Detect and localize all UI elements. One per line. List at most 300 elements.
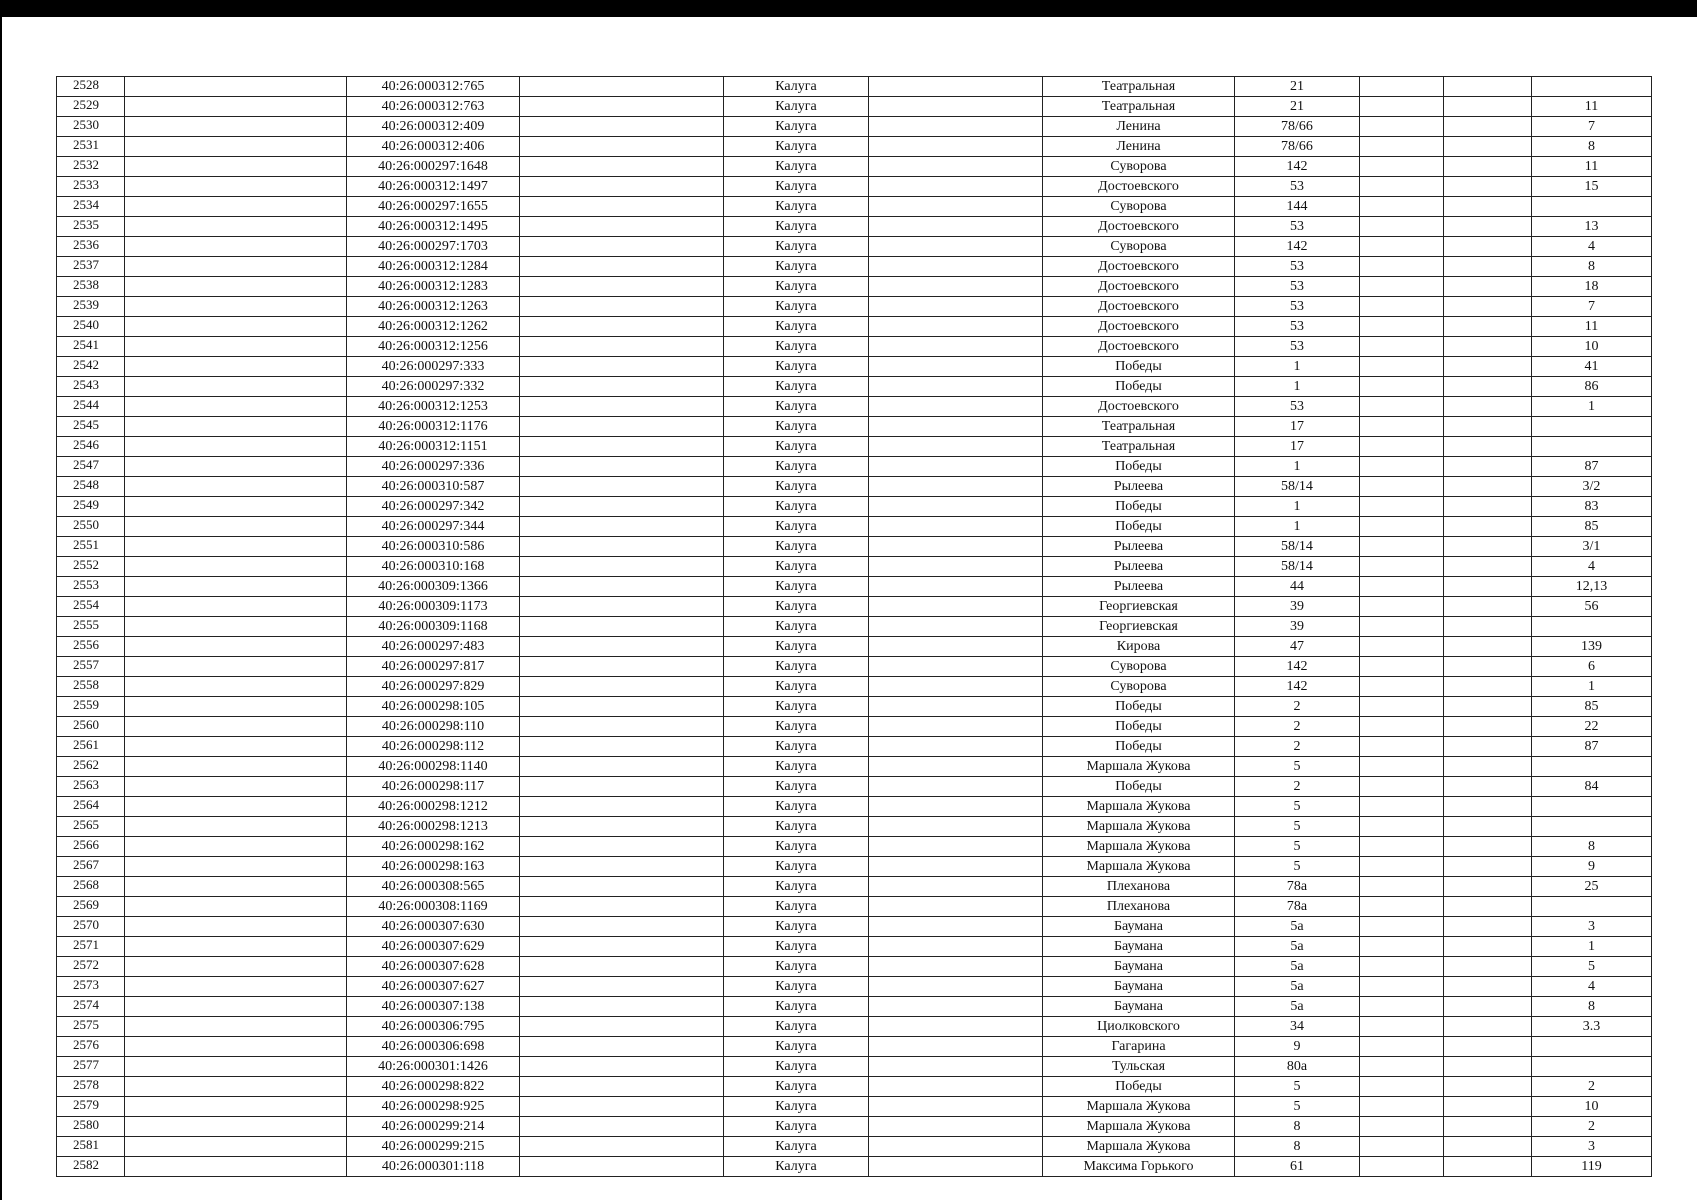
table-row (57, 397, 1652, 417)
apartment-cell: 41 (1532, 357, 1652, 377)
table-row (57, 1077, 1652, 1097)
house-cell: 53 (1235, 337, 1360, 357)
blank-cell (1444, 257, 1532, 277)
apartment-cell (1532, 197, 1652, 217)
cadastral-number-cell: 40:26:000312:1283 (347, 277, 520, 297)
street-cell: Маршала Жукова (1043, 797, 1235, 817)
blank-cell (869, 897, 1043, 917)
table-row (57, 597, 1652, 617)
apartment-cell (1532, 437, 1652, 457)
blank-cell (125, 317, 347, 337)
house-cell: 5а (1235, 917, 1360, 937)
house-cell: 53 (1235, 257, 1360, 277)
row-number-cell: 2532 (57, 157, 125, 177)
house-cell: 5а (1235, 937, 1360, 957)
house-cell: 5 (1235, 757, 1360, 777)
table-row (57, 717, 1652, 737)
city-cell: Калуга (724, 297, 869, 317)
blank-cell (1444, 677, 1532, 697)
city-cell: Калуга (724, 897, 869, 917)
row-number-cell: 2539 (57, 297, 125, 317)
blank-cell (1444, 337, 1532, 357)
city-cell: Калуга (724, 217, 869, 237)
house-cell: 34 (1235, 1017, 1360, 1037)
street-cell: Баумана (1043, 977, 1235, 997)
street-cell: Победы (1043, 517, 1235, 537)
street-cell: Победы (1043, 1077, 1235, 1097)
city-cell: Калуга (724, 857, 869, 877)
table-row (57, 537, 1652, 557)
city-cell: Калуга (724, 397, 869, 417)
blank-cell (1444, 437, 1532, 457)
blank-cell (869, 177, 1043, 197)
blank-cell (1360, 597, 1444, 617)
blank-cell (869, 457, 1043, 477)
city-cell: Калуга (724, 1017, 869, 1037)
blank-cell (520, 577, 724, 597)
street-cell: Суворова (1043, 157, 1235, 177)
blank-cell (520, 317, 724, 337)
apartment-cell: 8 (1532, 997, 1652, 1017)
blank-cell (125, 837, 347, 857)
cadastral-number-cell: 40:26:000312:1497 (347, 177, 520, 197)
row-number-cell: 2544 (57, 397, 125, 417)
table-row (57, 297, 1652, 317)
row-number-cell: 2560 (57, 717, 125, 737)
apartment-cell: 83 (1532, 497, 1652, 517)
blank-cell (1360, 1017, 1444, 1037)
city-cell: Калуга (724, 637, 869, 657)
table-row (57, 237, 1652, 257)
street-cell: Ленина (1043, 117, 1235, 137)
city-cell: Калуга (724, 457, 869, 477)
table-row (57, 997, 1652, 1017)
cadastral-number-cell: 40:26:000312:1495 (347, 217, 520, 237)
blank-cell (1444, 817, 1532, 837)
row-number-cell: 2567 (57, 857, 125, 877)
street-cell: Достоевского (1043, 337, 1235, 357)
table-row (57, 357, 1652, 377)
blank-cell (1360, 817, 1444, 837)
row-number-cell: 2553 (57, 577, 125, 597)
blank-cell (1360, 937, 1444, 957)
blank-cell (520, 957, 724, 977)
blank-cell (1444, 737, 1532, 757)
blank-cell (520, 897, 724, 917)
blank-cell (869, 317, 1043, 337)
city-cell: Калуга (724, 1137, 869, 1157)
blank-cell (1360, 357, 1444, 377)
blank-cell (1444, 837, 1532, 857)
blank-cell (520, 97, 724, 117)
street-cell: Баумана (1043, 957, 1235, 977)
blank-cell (125, 517, 347, 537)
row-number-cell: 2561 (57, 737, 125, 757)
street-cell: Победы (1043, 497, 1235, 517)
row-number-cell: 2540 (57, 317, 125, 337)
city-cell: Калуга (724, 377, 869, 397)
apartment-cell: 139 (1532, 637, 1652, 657)
blank-cell (1360, 1097, 1444, 1117)
blank-cell (520, 517, 724, 537)
street-cell: Победы (1043, 357, 1235, 377)
blank-cell (125, 417, 347, 437)
apartment-cell: 3/1 (1532, 537, 1652, 557)
row-number-cell: 2559 (57, 697, 125, 717)
cadastral-number-cell: 40:26:000312:1284 (347, 257, 520, 277)
cadastral-number-cell: 40:26:000301:118 (347, 1157, 520, 1177)
apartment-cell (1532, 1057, 1652, 1077)
street-cell: Достоевского (1043, 317, 1235, 337)
cadastral-number-cell: 40:26:000297:1703 (347, 237, 520, 257)
row-number-cell: 2543 (57, 377, 125, 397)
cadastral-number-cell: 40:26:000297:483 (347, 637, 520, 657)
street-cell: Достоевского (1043, 177, 1235, 197)
blank-cell (125, 197, 347, 217)
street-cell: Максима Горького (1043, 1157, 1235, 1177)
city-cell: Калуга (724, 157, 869, 177)
blank-cell (520, 697, 724, 717)
row-number-cell: 2576 (57, 1037, 125, 1057)
blank-cell (125, 77, 347, 97)
city-cell: Калуга (724, 657, 869, 677)
street-cell: Победы (1043, 717, 1235, 737)
blank-cell (1444, 917, 1532, 937)
blank-cell (1360, 517, 1444, 537)
city-cell: Калуга (724, 1117, 869, 1137)
blank-cell (869, 637, 1043, 657)
blank-cell (1360, 677, 1444, 697)
table-row (57, 137, 1652, 157)
blank-cell (1360, 177, 1444, 197)
blank-cell (1360, 697, 1444, 717)
house-cell: 21 (1235, 97, 1360, 117)
blank-cell (869, 197, 1043, 217)
city-cell: Калуга (724, 777, 869, 797)
blank-cell (869, 577, 1043, 597)
table-row (57, 837, 1652, 857)
city-cell: Калуга (724, 117, 869, 137)
apartment-cell: 8 (1532, 137, 1652, 157)
apartment-cell: 3.3 (1532, 1017, 1652, 1037)
house-cell: 144 (1235, 197, 1360, 217)
apartment-cell: 6 (1532, 657, 1652, 677)
blank-cell (869, 757, 1043, 777)
table-row (57, 417, 1652, 437)
blank-cell (1360, 437, 1444, 457)
blank-cell (520, 1037, 724, 1057)
blank-cell (1360, 1037, 1444, 1057)
table-row (57, 877, 1652, 897)
street-cell: Суворова (1043, 657, 1235, 677)
blank-cell (1444, 597, 1532, 617)
cadastral-number-cell: 40:26:000309:1168 (347, 617, 520, 637)
cadastral-number-cell: 40:26:000298:105 (347, 697, 520, 717)
row-number-cell: 2579 (57, 1097, 125, 1117)
house-cell: 5 (1235, 817, 1360, 837)
blank-cell (869, 377, 1043, 397)
apartment-cell: 2 (1532, 1077, 1652, 1097)
blank-cell (125, 477, 347, 497)
house-cell: 47 (1235, 637, 1360, 657)
row-number-cell: 2537 (57, 257, 125, 277)
blank-cell (869, 297, 1043, 317)
blank-cell (869, 117, 1043, 137)
house-cell: 39 (1235, 617, 1360, 637)
blank-cell (1444, 977, 1532, 997)
row-number-cell: 2530 (57, 117, 125, 137)
blank-cell (869, 877, 1043, 897)
blank-cell (520, 597, 724, 617)
blank-cell (125, 937, 347, 957)
blank-cell (520, 357, 724, 377)
blank-cell (1360, 617, 1444, 637)
blank-cell (1444, 237, 1532, 257)
apartment-cell: 56 (1532, 597, 1652, 617)
blank-cell (125, 797, 347, 817)
blank-cell (125, 1097, 347, 1117)
blank-cell (869, 1117, 1043, 1137)
street-cell: Плеханова (1043, 897, 1235, 917)
house-cell: 17 (1235, 417, 1360, 437)
cadastral-number-cell: 40:26:000310:586 (347, 537, 520, 557)
street-cell: Маршала Жукова (1043, 1097, 1235, 1117)
blank-cell (1360, 877, 1444, 897)
blank-cell (520, 857, 724, 877)
row-number-cell: 2577 (57, 1057, 125, 1077)
street-cell: Рылеева (1043, 557, 1235, 577)
apartment-cell: 25 (1532, 877, 1652, 897)
city-cell: Калуга (724, 517, 869, 537)
blank-cell (125, 1137, 347, 1157)
cadastral-number-cell: 40:26:000297:333 (347, 357, 520, 377)
apartment-cell: 10 (1532, 1097, 1652, 1117)
city-cell: Калуга (724, 697, 869, 717)
table-row (57, 157, 1652, 177)
row-number-cell: 2554 (57, 597, 125, 617)
blank-cell (1360, 557, 1444, 577)
apartment-cell: 11 (1532, 97, 1652, 117)
blank-cell (1444, 997, 1532, 1017)
apartment-cell: 8 (1532, 257, 1652, 277)
blank-cell (125, 897, 347, 917)
blank-cell (520, 77, 724, 97)
street-cell: Гагарина (1043, 1037, 1235, 1057)
apartment-cell: 9 (1532, 857, 1652, 877)
table-row (57, 917, 1652, 937)
blank-cell (869, 997, 1043, 1017)
blank-cell (1444, 1077, 1532, 1097)
blank-cell (1444, 377, 1532, 397)
blank-cell (1360, 797, 1444, 817)
table-row (57, 937, 1652, 957)
blank-cell (869, 677, 1043, 697)
house-cell: 78а (1235, 877, 1360, 897)
blank-cell (1444, 77, 1532, 97)
apartment-cell (1532, 77, 1652, 97)
blank-cell (1360, 737, 1444, 757)
apartment-cell (1532, 897, 1652, 917)
blank-cell (1444, 577, 1532, 597)
blank-cell (1360, 1157, 1444, 1177)
street-cell: Достоевского (1043, 397, 1235, 417)
table-row (57, 617, 1652, 637)
cadastral-number-cell: 40:26:000307:630 (347, 917, 520, 937)
house-cell: 78а (1235, 897, 1360, 917)
blank-cell (520, 397, 724, 417)
blank-cell (869, 717, 1043, 737)
row-number-cell: 2534 (57, 197, 125, 217)
blank-cell (520, 1077, 724, 1097)
house-cell: 1 (1235, 517, 1360, 537)
blank-cell (1444, 217, 1532, 237)
apartment-cell: 11 (1532, 317, 1652, 337)
blank-cell (1444, 197, 1532, 217)
city-cell: Калуга (724, 737, 869, 757)
blank-cell (125, 597, 347, 617)
street-cell: Баумана (1043, 937, 1235, 957)
blank-cell (1360, 837, 1444, 857)
blank-cell (1444, 117, 1532, 137)
blank-cell (1444, 957, 1532, 977)
city-cell: Калуга (724, 177, 869, 197)
blank-cell (125, 177, 347, 197)
blank-cell (1360, 257, 1444, 277)
house-cell: 8 (1235, 1117, 1360, 1137)
blank-cell (520, 977, 724, 997)
street-cell: Победы (1043, 737, 1235, 757)
cadastral-number-cell: 40:26:000297:342 (347, 497, 520, 517)
cadastral-number-cell: 40:26:000298:1212 (347, 797, 520, 817)
blank-cell (869, 837, 1043, 857)
blank-cell (869, 337, 1043, 357)
row-number-cell: 2536 (57, 237, 125, 257)
street-cell: Георгиевская (1043, 617, 1235, 637)
city-cell: Калуга (724, 797, 869, 817)
blank-cell (125, 717, 347, 737)
blank-cell (869, 557, 1043, 577)
cadastral-number-cell: 40:26:000301:1426 (347, 1057, 520, 1077)
street-cell: Маршала Жукова (1043, 757, 1235, 777)
cadastral-number-cell: 40:26:000307:138 (347, 997, 520, 1017)
blank-cell (125, 457, 347, 477)
blank-cell (1360, 217, 1444, 237)
scan-top-border (0, 0, 1697, 17)
blank-cell (869, 517, 1043, 537)
blank-cell (1444, 897, 1532, 917)
blank-cell (1444, 1057, 1532, 1077)
blank-cell (520, 777, 724, 797)
city-cell: Калуга (724, 917, 869, 937)
apartment-cell (1532, 1037, 1652, 1057)
row-number-cell: 2580 (57, 1117, 125, 1137)
apartment-cell (1532, 757, 1652, 777)
city-cell: Калуга (724, 837, 869, 857)
city-cell: Калуга (724, 817, 869, 837)
blank-cell (520, 417, 724, 437)
blank-cell (869, 1017, 1043, 1037)
blank-cell (869, 1077, 1043, 1097)
row-number-cell: 2528 (57, 77, 125, 97)
blank-cell (1444, 797, 1532, 817)
apartment-cell: 22 (1532, 717, 1652, 737)
street-cell: Суворова (1043, 237, 1235, 257)
blank-cell (869, 797, 1043, 817)
house-cell: 5 (1235, 857, 1360, 877)
house-cell: 58/14 (1235, 557, 1360, 577)
blank-cell (520, 1157, 724, 1177)
row-number-cell: 2531 (57, 137, 125, 157)
table-body (57, 77, 1652, 1177)
blank-cell (520, 257, 724, 277)
row-number-cell: 2571 (57, 937, 125, 957)
blank-cell (1360, 917, 1444, 937)
blank-cell (1360, 97, 1444, 117)
cadastral-number-cell: 40:26:000312:1263 (347, 297, 520, 317)
cadastral-number-cell: 40:26:000309:1173 (347, 597, 520, 617)
house-cell: 5а (1235, 997, 1360, 1017)
house-cell: 2 (1235, 717, 1360, 737)
blank-cell (520, 997, 724, 1017)
cadastral-number-cell: 40:26:000312:765 (347, 77, 520, 97)
cadastral-number-cell: 40:26:000299:214 (347, 1117, 520, 1137)
scan-left-border (0, 17, 2, 1200)
city-cell: Калуга (724, 957, 869, 977)
row-number-cell: 2565 (57, 817, 125, 837)
city-cell: Калуга (724, 1037, 869, 1057)
blank-cell (1444, 657, 1532, 677)
table-row (57, 1117, 1652, 1137)
apartment-cell: 5 (1532, 957, 1652, 977)
blank-cell (869, 1037, 1043, 1057)
house-cell: 53 (1235, 277, 1360, 297)
apartment-cell: 4 (1532, 977, 1652, 997)
blank-cell (869, 137, 1043, 157)
blank-cell (520, 477, 724, 497)
city-cell: Калуга (724, 1057, 869, 1077)
city-cell: Калуга (724, 597, 869, 617)
blank-cell (869, 157, 1043, 177)
street-cell: Циолковского (1043, 1017, 1235, 1037)
blank-cell (125, 257, 347, 277)
blank-cell (520, 1097, 724, 1117)
table-row (57, 517, 1652, 537)
blank-cell (1360, 657, 1444, 677)
city-cell: Калуга (724, 617, 869, 637)
blank-cell (125, 1077, 347, 1097)
house-cell: 5а (1235, 957, 1360, 977)
blank-cell (1360, 117, 1444, 137)
blank-cell (1360, 1117, 1444, 1137)
street-cell: Театральная (1043, 437, 1235, 457)
blank-cell (1444, 637, 1532, 657)
blank-cell (520, 157, 724, 177)
blank-cell (869, 917, 1043, 937)
table-row (57, 557, 1652, 577)
table-row (57, 257, 1652, 277)
row-number-cell: 2558 (57, 677, 125, 697)
table-row (57, 117, 1652, 137)
blank-cell (1444, 937, 1532, 957)
street-cell: Маршала Жукова (1043, 1117, 1235, 1137)
blank-cell (1444, 277, 1532, 297)
row-number-cell: 2529 (57, 97, 125, 117)
table-row (57, 177, 1652, 197)
cadastral-number-cell: 40:26:000306:795 (347, 1017, 520, 1037)
blank-cell (520, 1117, 724, 1137)
row-number-cell: 2566 (57, 837, 125, 857)
apartment-cell: 3 (1532, 1137, 1652, 1157)
